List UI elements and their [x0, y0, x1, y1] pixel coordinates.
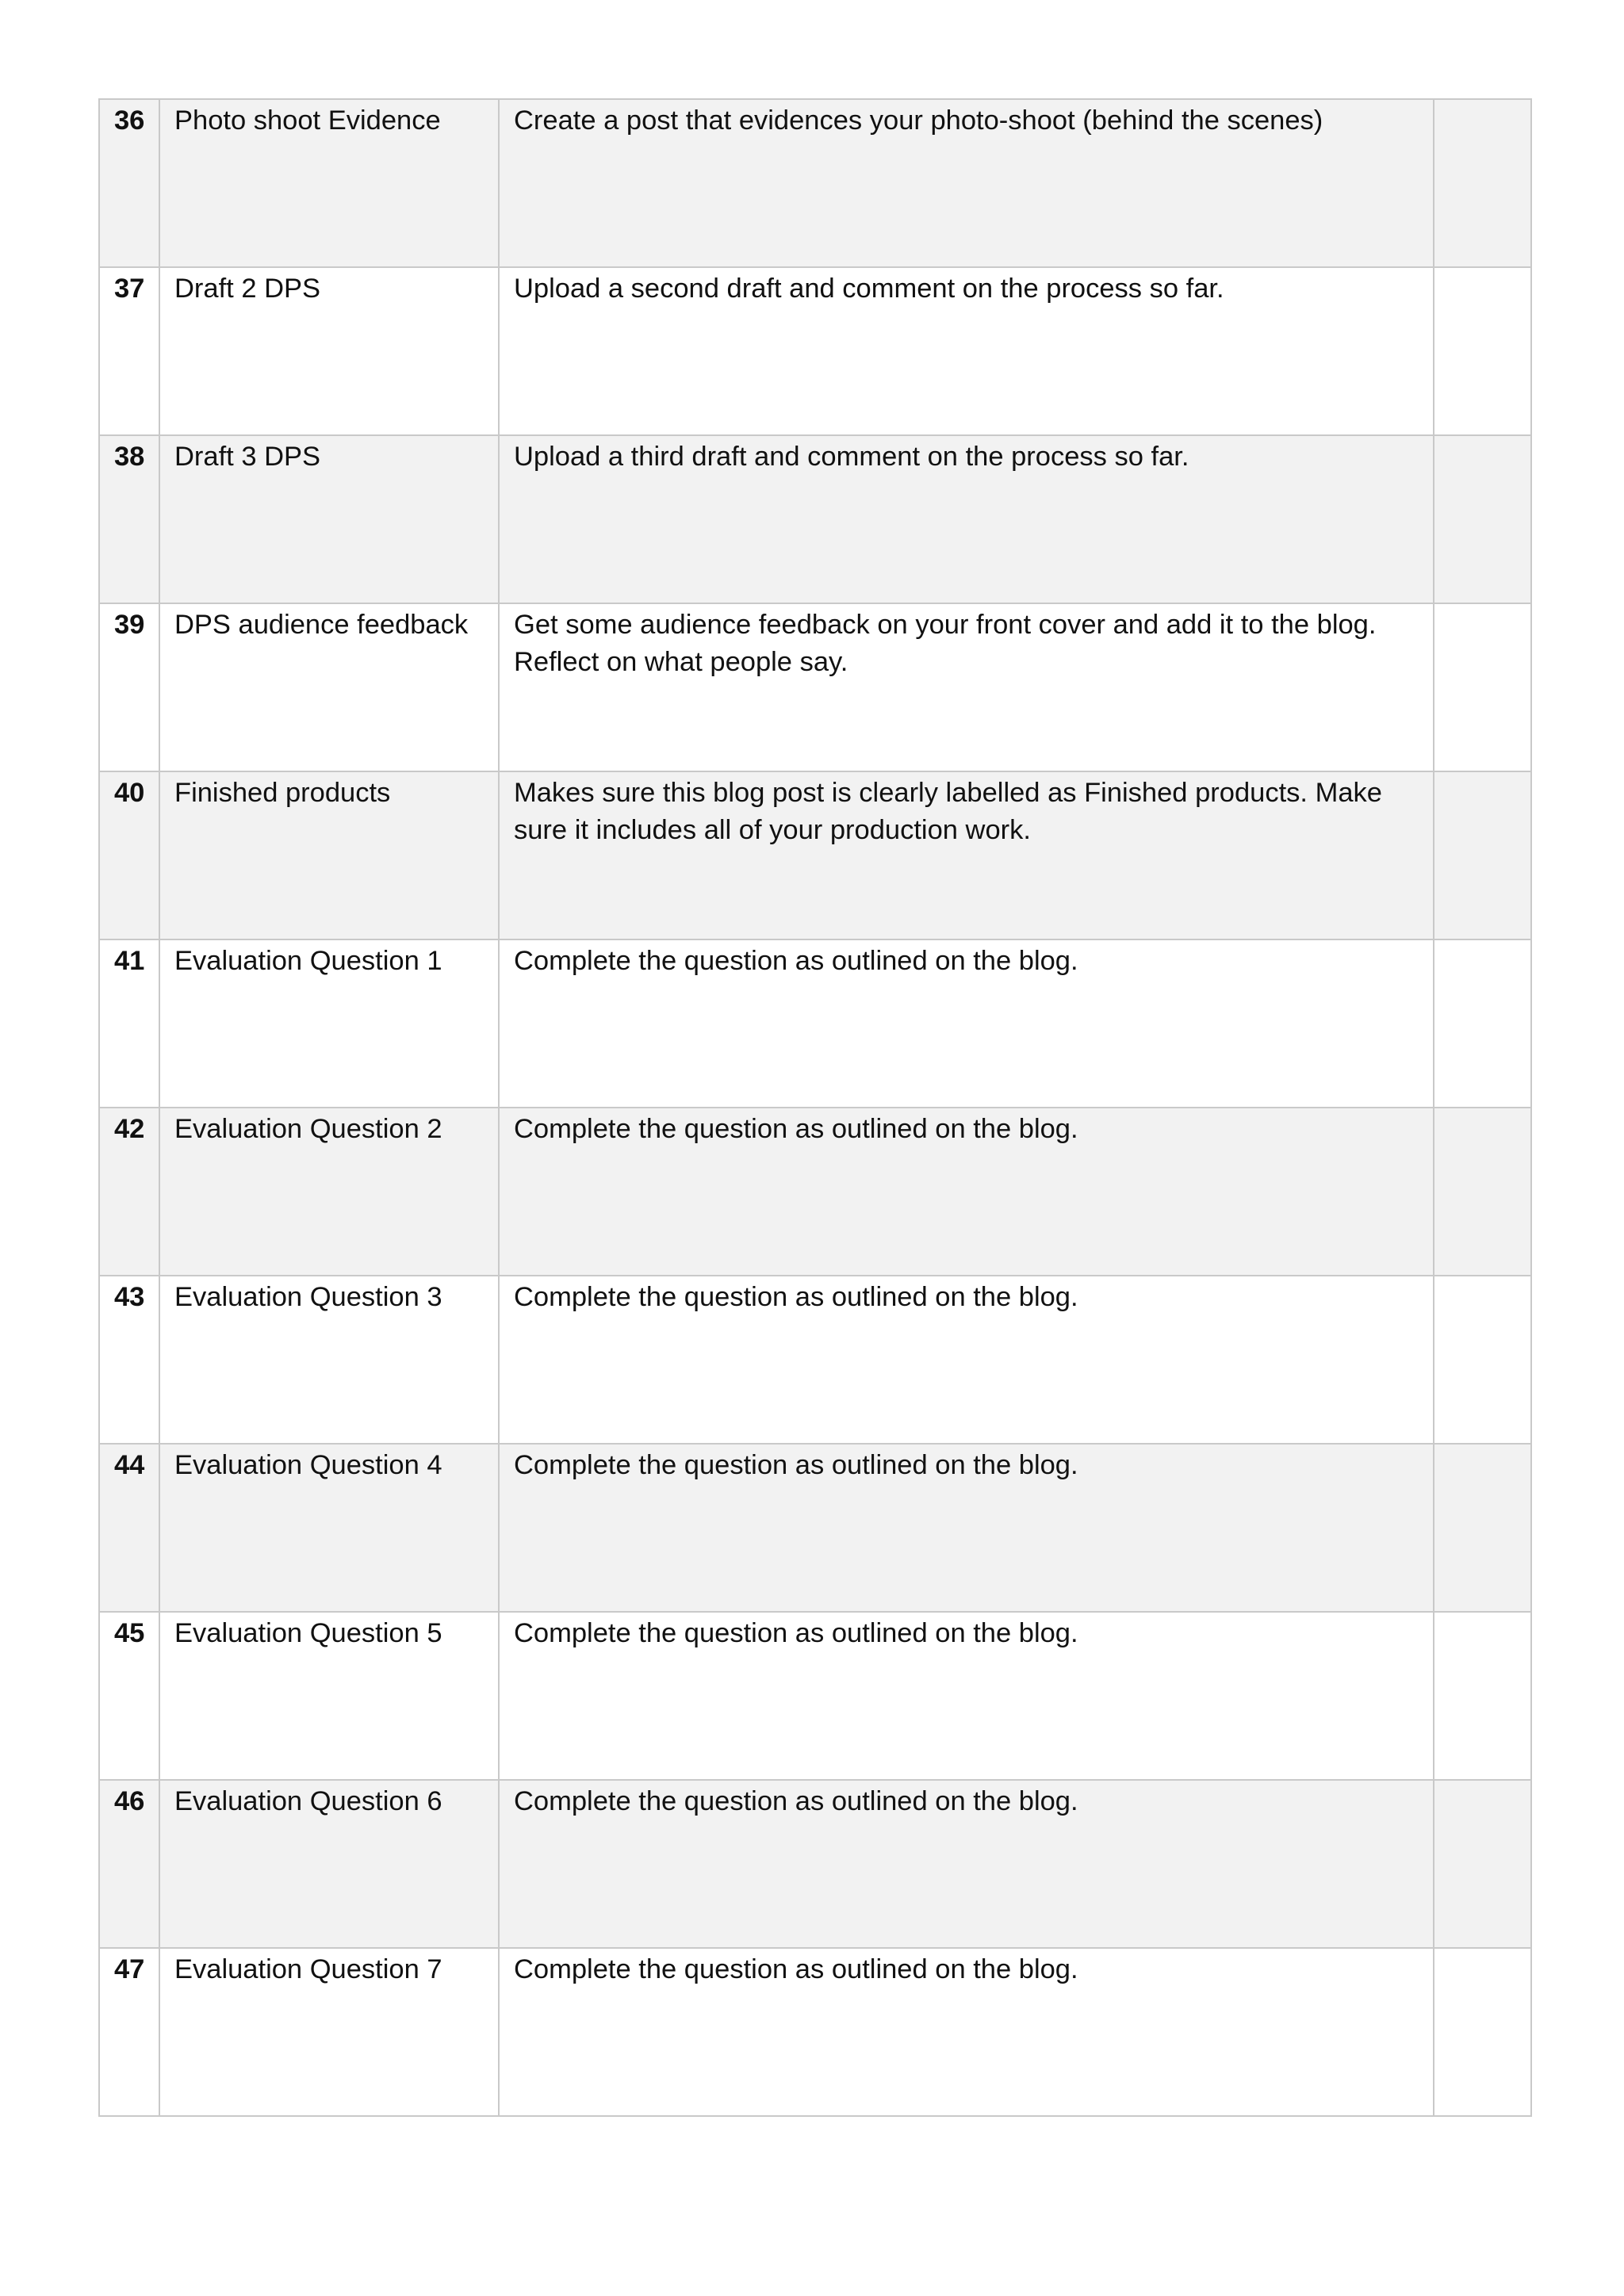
task-title-cell: [159, 1108, 499, 1276]
task-number: 43: [114, 1282, 145, 1312]
task-description: Upload a second draft and comment on the process so far.: [514, 274, 1224, 304]
task-title: Draft 2 DPS: [174, 274, 321, 304]
task-number-cell: [99, 771, 159, 939]
task-check-cell[interactable]: [1434, 771, 1531, 939]
task-description-cell: [499, 1444, 1434, 1612]
task-number: 42: [114, 1114, 145, 1144]
task-number: 40: [114, 778, 145, 808]
task-description-cell: [499, 603, 1434, 771]
task-description-cell: [499, 771, 1434, 939]
task-title-cell: [159, 1444, 499, 1612]
table-row: [99, 1108, 1531, 1276]
table-row: [99, 1780, 1531, 1948]
task-title-cell: [159, 1612, 499, 1780]
task-title-cell: [159, 771, 499, 939]
task-check-cell[interactable]: [1434, 435, 1531, 603]
task-title-cell: [159, 1780, 499, 1948]
task-check-cell[interactable]: [1434, 1276, 1531, 1444]
task-title: Photo shoot Evidence: [174, 105, 441, 136]
task-number-cell: [99, 1612, 159, 1780]
task-number: 41: [114, 946, 145, 976]
task-check-cell[interactable]: [1434, 267, 1531, 435]
task-title: DPS audience feedback: [174, 610, 469, 640]
task-number: 36: [114, 105, 145, 136]
task-description-cell: [499, 1612, 1434, 1780]
task-number-cell: [99, 1780, 159, 1948]
task-description-cell: [499, 435, 1434, 603]
task-description: Create a post that evidences your photo-shoot (behind the scenes): [514, 105, 1323, 136]
task-number: 37: [114, 274, 145, 304]
task-description-cell: [499, 99, 1434, 267]
task-description-cell: [499, 1948, 1434, 2116]
task-title: Evaluation Question 6: [174, 1786, 442, 1816]
task-check-cell[interactable]: [1434, 939, 1531, 1108]
task-number-cell: [99, 267, 159, 435]
task-check-cell[interactable]: [1434, 1444, 1531, 1612]
task-check-cell[interactable]: [1434, 603, 1531, 771]
task-description: Complete the question as outlined on the blog.: [514, 946, 1078, 976]
task-number-cell: [99, 435, 159, 603]
task-number-cell: [99, 1276, 159, 1444]
task-description-cell: [499, 939, 1434, 1108]
task-description: Complete the question as outlined on the blog.: [514, 1450, 1078, 1480]
table-row: [99, 603, 1531, 771]
task-title: Draft 3 DPS: [174, 442, 321, 472]
task-description: Complete the question as outlined on the blog.: [514, 1618, 1078, 1648]
task-number: 39: [114, 610, 145, 640]
task-check-cell[interactable]: [1434, 99, 1531, 267]
table-row: [99, 1444, 1531, 1612]
task-title-cell: [159, 435, 499, 603]
task-title: Evaluation Question 5: [174, 1618, 442, 1648]
task-description-cell: [499, 1276, 1434, 1444]
task-description-cell: [499, 1108, 1434, 1276]
task-number: 46: [114, 1786, 145, 1816]
table-row: [99, 939, 1531, 1108]
table-row: [99, 1948, 1531, 2116]
table-row: [99, 435, 1531, 603]
task-description-cell: [499, 267, 1434, 435]
task-description: Upload a third draft and comment on the process so far.: [514, 442, 1189, 472]
task-description: Complete the question as outlined on the blog.: [514, 1954, 1078, 1984]
task-number-cell: [99, 1444, 159, 1612]
task-description: Complete the question as outlined on the blog.: [514, 1282, 1078, 1312]
task-title-cell: [159, 1948, 499, 2116]
task-title: Evaluation Question 4: [174, 1450, 442, 1480]
task-number-cell: [99, 1948, 159, 2116]
task-number-cell: [99, 603, 159, 771]
task-title-cell: [159, 603, 499, 771]
table-row: [99, 1276, 1531, 1444]
task-title-cell: [159, 1276, 499, 1444]
task-description: Complete the question as outlined on the blog.: [514, 1786, 1078, 1816]
table-row: [99, 1612, 1531, 1780]
task-number-cell: [99, 99, 159, 267]
table-row: [99, 99, 1531, 267]
task-title-cell: [159, 939, 499, 1108]
task-description: Get some audience feedback on your front cover and add it to the blog. Reflect on what people say.: [514, 610, 1377, 677]
task-checklist-table: [98, 98, 1532, 2117]
task-check-cell[interactable]: [1434, 1612, 1531, 1780]
task-title: Evaluation Question 7: [174, 1954, 442, 1984]
task-title: Finished products: [174, 778, 391, 808]
task-number: 47: [114, 1954, 145, 1984]
task-description: Complete the question as outlined on the blog.: [514, 1114, 1078, 1144]
task-check-cell[interactable]: [1434, 1948, 1531, 2116]
task-number-cell: [99, 1108, 159, 1276]
task-description-cell: [499, 1780, 1434, 1948]
task-number: 45: [114, 1618, 145, 1648]
task-title: Evaluation Question 3: [174, 1282, 442, 1312]
task-check-cell[interactable]: [1434, 1780, 1531, 1948]
task-number: 38: [114, 442, 145, 472]
table-row: [99, 267, 1531, 435]
task-title: Evaluation Question 1: [174, 946, 442, 976]
table-row: [99, 771, 1531, 939]
task-number-cell: [99, 939, 159, 1108]
task-number: 44: [114, 1450, 145, 1480]
task-title-cell: [159, 267, 499, 435]
task-title-cell: [159, 99, 499, 267]
task-check-cell[interactable]: [1434, 1108, 1531, 1276]
task-description: Makes sure this blog post is clearly labelled as Finished products. Make sure it includes all of your production work.: [514, 778, 1382, 845]
task-title: Evaluation Question 2: [174, 1114, 442, 1144]
